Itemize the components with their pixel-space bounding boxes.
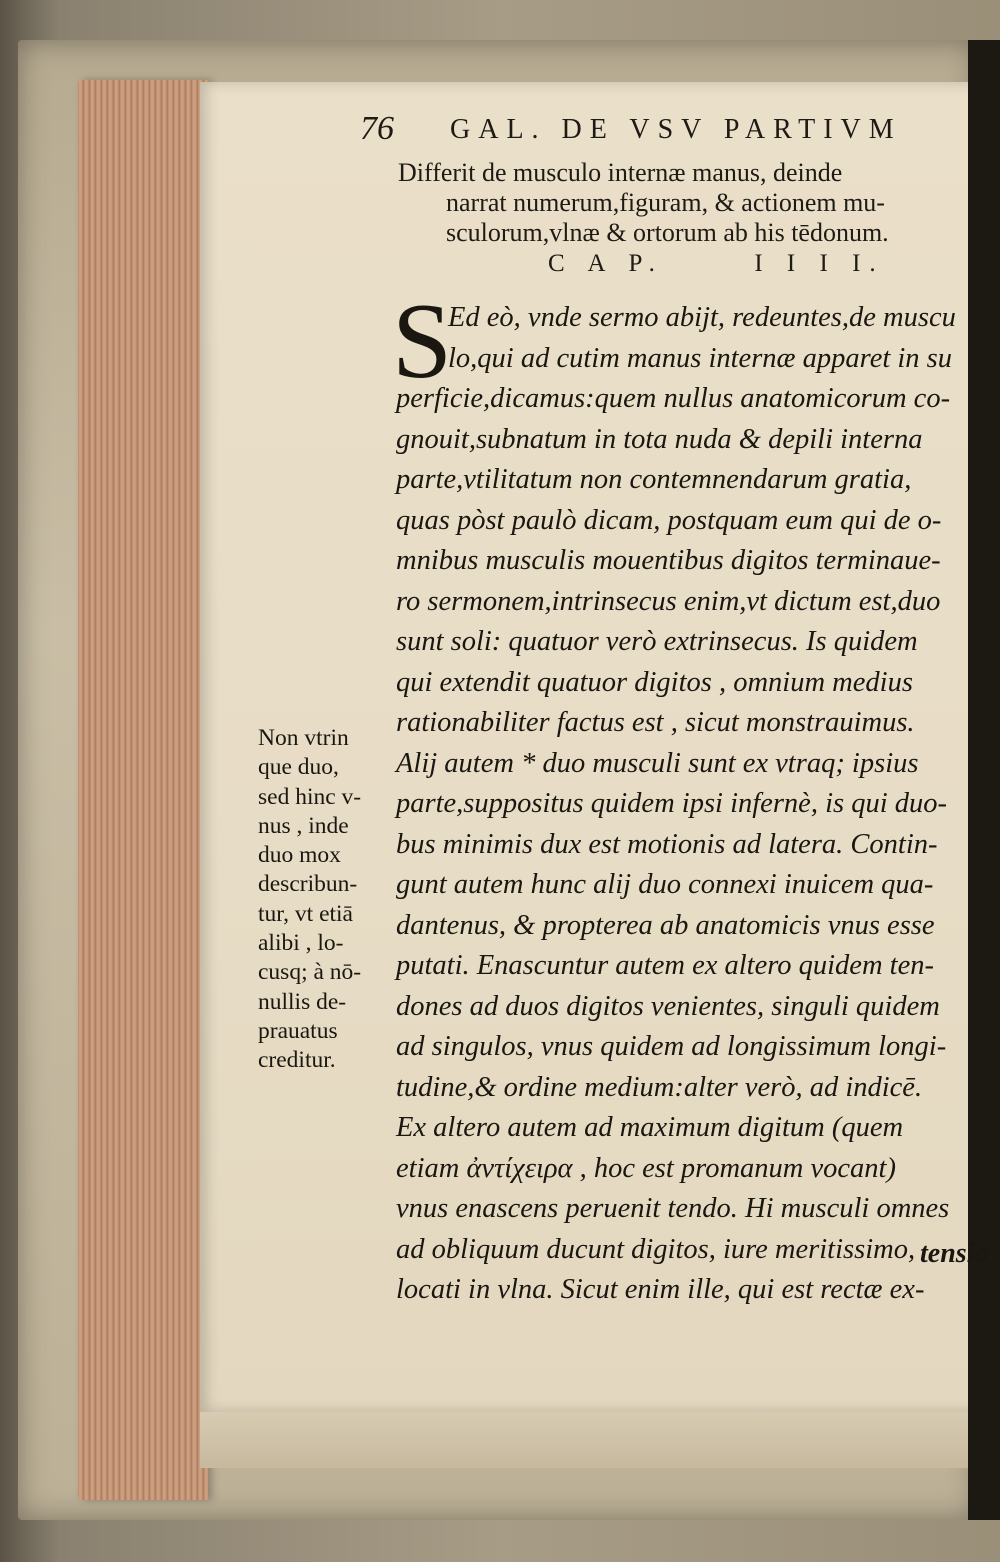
body-line: ad obliquum ducunt digitos, iure meritissimo, <box>396 1233 916 1265</box>
margin-line: sed hinc v- <box>258 783 362 810</box>
chapter-number: I I I I. <box>754 250 885 277</box>
margin-line: cusq; à nō- <box>258 959 362 986</box>
margin-line: alibi , lo- <box>258 930 344 957</box>
summary-line: Differit de musculo internæ manus, deinde <box>398 158 843 187</box>
drop-cap: S <box>392 282 453 401</box>
catchword: tensio <box>920 1238 989 1269</box>
body-line: dones ad duos digitos venientes, singuli quidem <box>396 990 940 1022</box>
margin-line: creditur. <box>258 1047 336 1074</box>
body-line: rationabiliter factus est , sicut monstrauimus. <box>396 707 915 738</box>
page-header <box>360 110 960 150</box>
body-line: mnibus musculis mouentibus digitos terminaue- <box>396 545 941 576</box>
page-bottom-strip <box>200 1412 980 1468</box>
margin-note <box>258 724 398 1076</box>
body-line: Ed eò, vnde sermo abijt, redeuntes,de muscu <box>448 302 956 333</box>
margin-line: describun- <box>258 871 358 898</box>
body-line: parte,suppositus quidem ipsi infernè, is qui duo- <box>396 788 947 819</box>
page-edges <box>78 80 208 1500</box>
margin-line: tur, vt etiā <box>258 900 353 927</box>
page-number: 76 <box>360 110 394 147</box>
body-line: Ex altero autem ad maximum digitum (quem <box>396 1112 904 1143</box>
margin-line: Non vtrin <box>258 725 349 751</box>
margin-line: duo mox <box>258 842 341 869</box>
summary-line: narrat numerum,figuram, & actionem mu- <box>446 188 885 217</box>
body-text <box>396 298 990 1311</box>
body-line: lo,qui ad cutim manus internæ apparet in su <box>448 342 953 374</box>
body-line: gunt autem hunc alij duo connexi inuicem qua- <box>396 869 934 900</box>
body-line: tudine,& ordine medium:alter verò, ad indicē. <box>396 1071 923 1103</box>
chapter-summary <box>398 158 978 248</box>
body-line: putati. Enascuntur autem ex altero quidem ten- <box>396 950 934 981</box>
body-line: ad singulos, vnus quidem ad longissimum longi- <box>396 1031 947 1062</box>
body-line: locati in vlna. Sicut enim ille, qui est rectæ ex- <box>396 1274 925 1305</box>
chapter-heading <box>548 250 928 278</box>
body-line: ro sermonem,intrinsecus enim,vt dictum est,duo <box>396 585 941 617</box>
body-line: qui extendit quatuor digitos , omnium medius <box>396 666 913 698</box>
body-line: gnouit,subnatum in tota nuda & depili interna <box>396 423 923 455</box>
margin-line: que duo, <box>258 754 339 781</box>
body-line: parte,vtilitatum non contemnendarum gratia, <box>396 464 912 495</box>
summary-line: sculorum,vlnæ & ortorum ab his tēdonum. <box>446 218 889 247</box>
running-head: GAL. DE VSV PARTIVM <box>450 114 902 145</box>
body-line: etiam ἀντίχειρα , hoc est promanum vocant) <box>396 1152 896 1184</box>
chapter-label: C A P. <box>548 250 664 277</box>
body-line: dantenus, & propterea ab anatomicis vnus esse <box>396 909 935 941</box>
body-line: bus minimis dux est motionis ad latera. Contin- <box>396 828 938 860</box>
body-line: Alij autem * duo musculi sunt ex vtraq; ipsius <box>396 747 919 779</box>
body-line: perficie,dicamus:quem nullus anatomicorum co- <box>396 383 951 414</box>
body-line: quas pòst paulò dicam, postquam eum qui de o- <box>396 504 942 536</box>
margin-line: prauatus <box>258 1017 338 1044</box>
body-line: sunt soli: quatuor verò extrinsecus. Is quidem <box>396 626 918 657</box>
margin-line: nullis de- <box>258 988 347 1015</box>
body-line: vnus enascens peruenit tendo. Hi musculi omnes <box>396 1193 950 1224</box>
margin-line: nus , inde <box>258 812 349 839</box>
